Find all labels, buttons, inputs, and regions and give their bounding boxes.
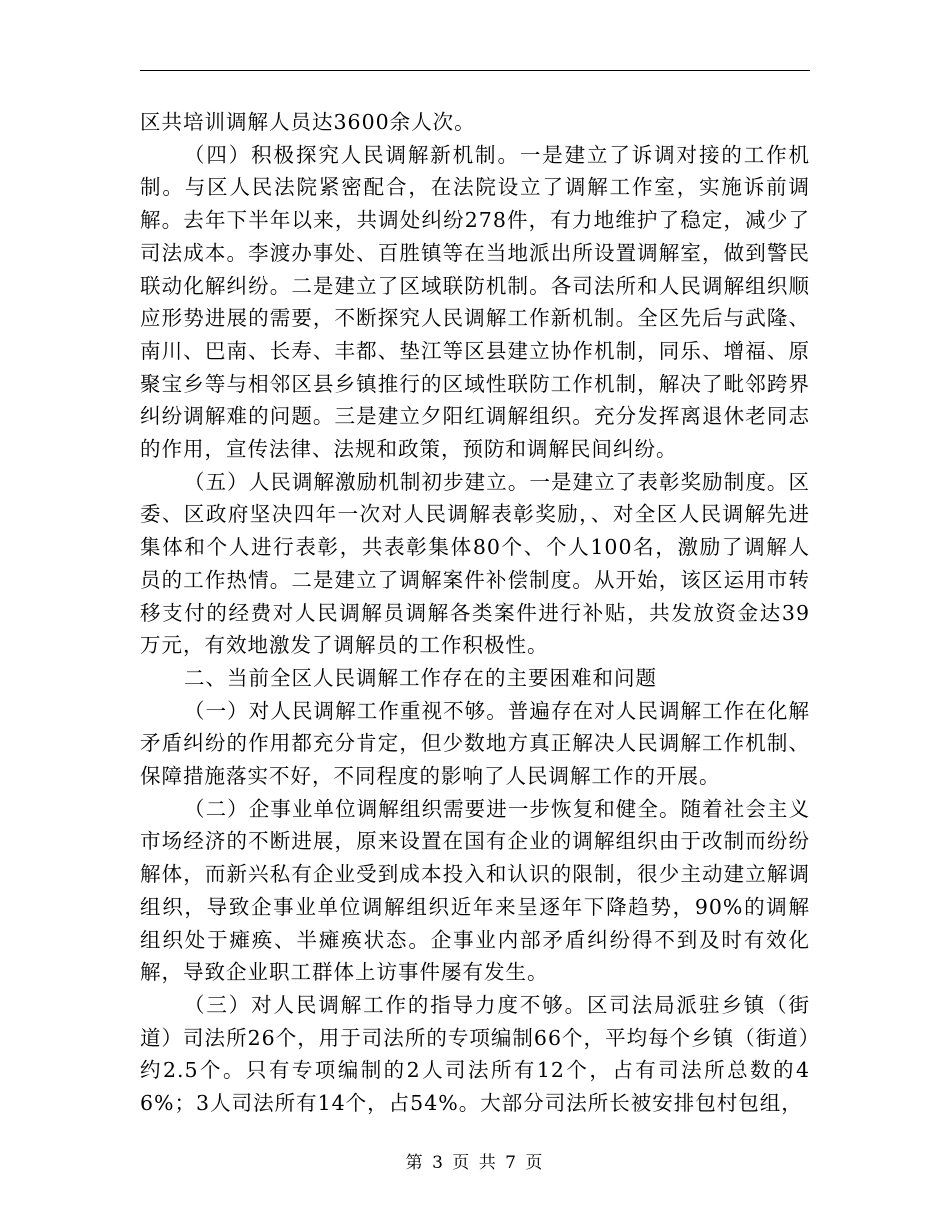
paragraph-5: （一）对人民调解工作重视不够。普遍存在对人民调解工作在化解矛盾纠纷的作用都充分肯定，但少数地方真正解决人民调解工作机制、保障措施落实不好，不同程度的影响了人民调解工作的开展。	[140, 698, 810, 789]
paragraph-2: （四）积极探究人民调解新机制。一是建立了诉调对接的工作机制。与区人民法院紧密配合，在法院设立了调解工作室，实施诉前调解。去年下半年以来，共调处纠纷278件，有力地维护了稳定，减少了司法成本。李渡办事处、百胜镇等在当地派出所设置调解室，做到警民联动化解纠纷。二是建立了区域联防机制。各司法所和人民调解组织顺应形势进展的需要，不断探究人民调解工作新机制。全区先后与武隆、南川、巴南、长寿、丰都、垫江等区县建立协作机制，同乐、增福、原聚宝乡等与相邻区县乡镇推行的区域性联防工作机制，解决了毗邻跨界纠纷调解难的问题。三是建立夕阳红调解组织。充分发挥离退休老同志的作用，宣传法律、法规和政策，预防和调解民间纠纷。	[140, 142, 810, 462]
header-rule	[140, 70, 810, 71]
paragraph-7: （三）对人民调解工作的指导力度不够。区司法局派驻乡镇（街道）司法所26个，用于司法所的专项编制66个，平均每个乡镇（街道）约2.5个。只有专项编制的2人司法所有12个，占有司法所总数的46%；3人司法所有14个，占54%。大部分司法所长被安排包村包组，	[140, 992, 810, 1116]
section-heading: 二、当前全区人民调解工作存在的主要困难和问题	[184, 665, 657, 690]
paragraph-1: 区共培训调解人员达3600余人次。	[140, 110, 476, 134]
document-body	[140, 106, 810, 1120]
paragraph-6: （二）企事业单位调解组织需要进一步恢复和健全。随着社会主义市场经济的不断进展，原来设置在国有企业的调解组织由于改制而纷纷解体，而新兴私有企业受到成本投入和认识的限制，很少主动建立解调组织，导致企事业单位调解组织近年来呈逐年下降趋势，90%的调解组织处于瘫痪、半瘫痪状态。企事业内部矛盾纠纷得不到及时有效化解，导致企业职工群体上访事件屡有发生。	[140, 796, 810, 985]
paragraph-3: （五）人民调解激励机制初步建立。一是建立了表彰奖励制度。区委、区政府坚决四年一次对人民调解表彰奖励，、对全区人民调解先进集体和个人进行表彰，共表彰集体80个、个人100名，激励了调解人员的工作热情。二是建立了调解案件补偿制度。从开始，该区运用市转移支付的经费对人民调解员调解各类案件进行补贴，共发放资金达39万元，有效地激发了调解员的工作积极性。	[140, 469, 810, 658]
page-footer: 第 3 页 共 7 页	[405, 1153, 545, 1173]
